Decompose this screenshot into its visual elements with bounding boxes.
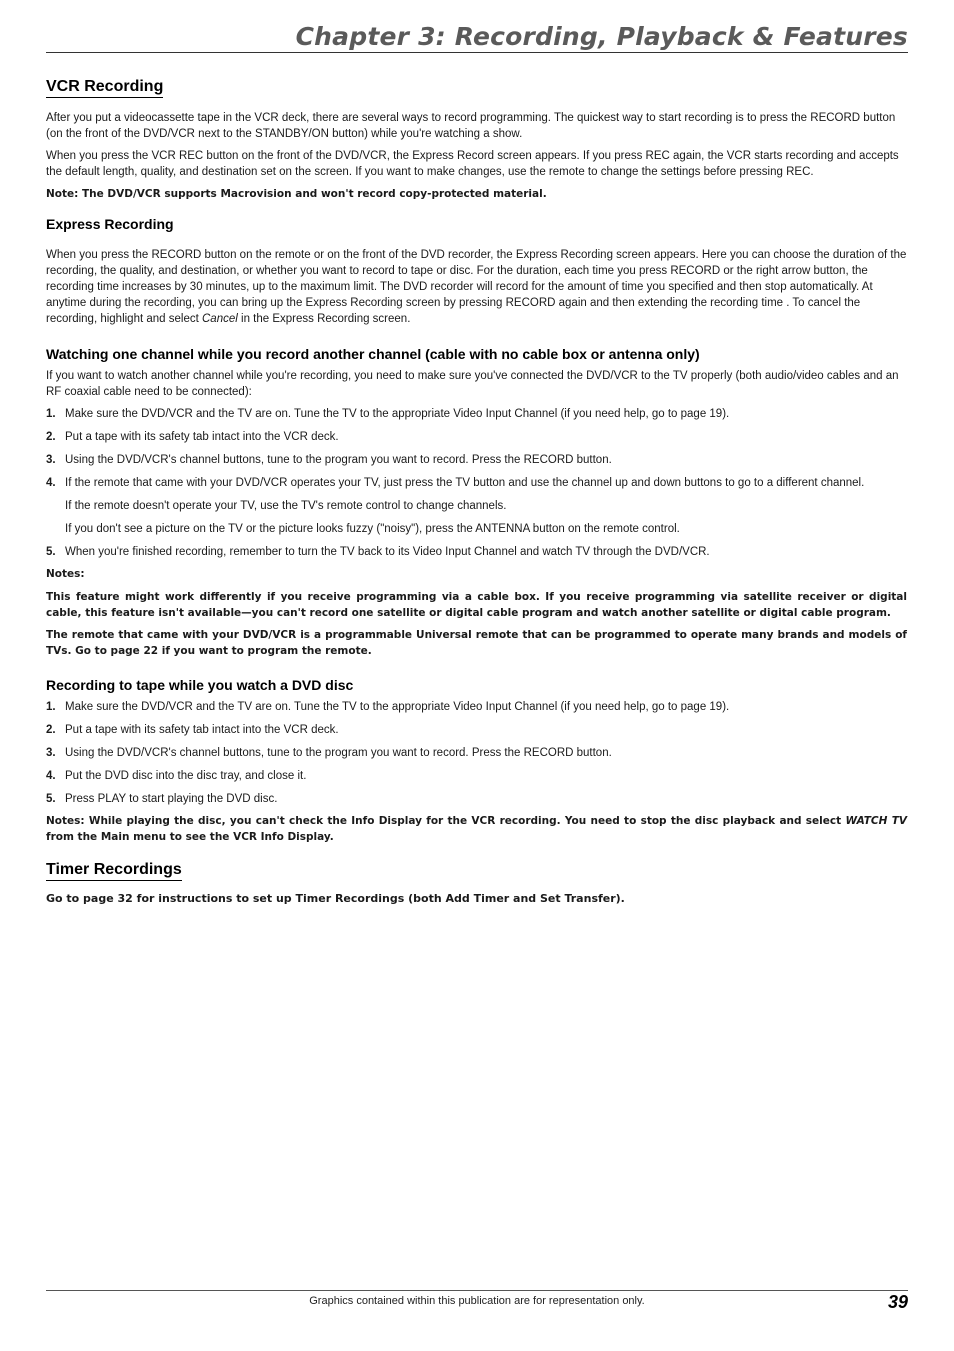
list-item: 3. Using the DVD/VCR's channel buttons, tune to the program you want to record. Press the RECORD button. (46, 454, 612, 466)
list-item: 4. Put the DVD disc into the disc tray, and close it. (46, 770, 307, 782)
page-content (46, 78, 907, 907)
vcr-paragraph-2: When you press the VCR REC button on the front of the DVD/VCR, the Express Record screen appears. If you press REC again, the VCR starts recording and accepts the default length, quality, and destination set on the screen. If you want to make changes, use the remote to change the settings before pressing REC. (46, 150, 899, 178)
note-universal-remote: The remote that came with your DVD/VCR is a programmable Universal remote that can be programmed to operate many brands and models of TVs. Go to page 22 if you want to program the remote. (46, 629, 907, 657)
express-recording-heading: Express Recording (46, 216, 174, 232)
list-item: 5. When you're finished recording, remember to turn the TV back to its Video Input Channel and watch TV through the DVD/VCR. (46, 546, 710, 558)
timer-recordings-heading: Timer Recordings (46, 861, 182, 881)
timer-text: Go to page 32 for instructions to set up Timer Recordings (both Add Timer and Set Transfer). (46, 892, 625, 905)
footer-disclaimer: Graphics contained within this publication are for representation only. (309, 1295, 645, 1307)
list-item: 2. Put a tape with its safety tab intact into the VCR deck. (46, 724, 339, 736)
list-item: 1. Make sure the DVD/VCR and the TV are on. Tune the TV to the appropriate Video Input Channel (if you need help, go to page 19). (46, 408, 730, 420)
dvd-note: Notes: While playing the disc, you can't check the Info Display for the VCR recording. You need to stop the disc playback and select WATCH TV from the Main menu to see the VCR Info Display. (46, 815, 907, 843)
step-4-subtext-1: If the remote doesn't operate your TV, use the TV's remote control to change channels. (65, 500, 507, 512)
vcr-recording-heading: VCR Recording (46, 78, 163, 98)
chapter-title: Chapter 3: Recording, Playback & Features (295, 22, 908, 51)
page-number: 39 (887, 1292, 908, 1312)
notes-label: Notes: (46, 568, 85, 580)
list-item: 3. Using the DVD/VCR's channel buttons, tune to the program you want to record. Press the RECORD button. (46, 747, 612, 759)
list-item: 4. If the remote that came with your DVD/VCR operates your TV, just press the TV button and use the channel up and down buttons to go to a different channel. (46, 477, 865, 489)
note-cable-box: This feature might work differently if you receive programming via a cable box. If you receive programming via satellite receiver or digital cable, this feature isn't available—you can't record one satellite or digital cable program and watch another satellite or digital cable program. (46, 591, 907, 619)
express-paragraph: When you press the RECORD button on the remote or on the front of the DVD recorder, the Express Recording screen appears. Here you can choose the duration of the recording, the quality, and destination, or whether you want to record to tape or disc. For the duration, each time you press RECORD or the right arrow button, the recording time increases by 30 minutes, up to the maximum limit. The DVD recorder will record for the amount of time you specified and then stop automatically. At anytime during the recording, you can bring up the Express Recording screen by pressing RECORD again and then extending the recording time . To cancel the recording, highlight and select Cancel in the Express Recording screen. (46, 249, 907, 325)
list-item: 5. Press PLAY to start playing the DVD disc. (46, 793, 278, 805)
watching-intro: If you want to watch another channel while you're recording, you need to make sure you've connected the DVD/VCR to the TV properly (both audio/video cables and an RF coaxial cable need to be connected): (46, 370, 899, 398)
list-item: 2. Put a tape with its safety tab intact into the VCR deck. (46, 431, 339, 443)
dvd-recording-heading: Recording to tape while you watch a DVD disc (46, 677, 354, 693)
vcr-paragraph-1: After you put a videocassette tape in the VCR deck, there are several ways to record programming. The quickest way to start recording is to press the RECORD button (on the front of the DVD/VCR next to the STANDBY/ON button) while you're watching a show. (46, 112, 896, 140)
watching-heading: Watching one channel while you record another channel (cable with no cable box or antenna only) (46, 346, 700, 362)
list-item: 1. Make sure the DVD/VCR and the TV are on. Tune the TV to the appropriate Video Input Channel (if you need help, go to page 19). (46, 701, 730, 713)
footer-divider (46, 1290, 908, 1291)
header-divider (46, 52, 908, 53)
step-4-subtext-2: If you don't see a picture on the TV or the picture looks fuzzy ("noisy"), press the ANTENNA button on the remote control. (65, 523, 680, 535)
vcr-note: Note: The DVD/VCR supports Macrovision and won't record copy-protected material. (46, 188, 547, 200)
